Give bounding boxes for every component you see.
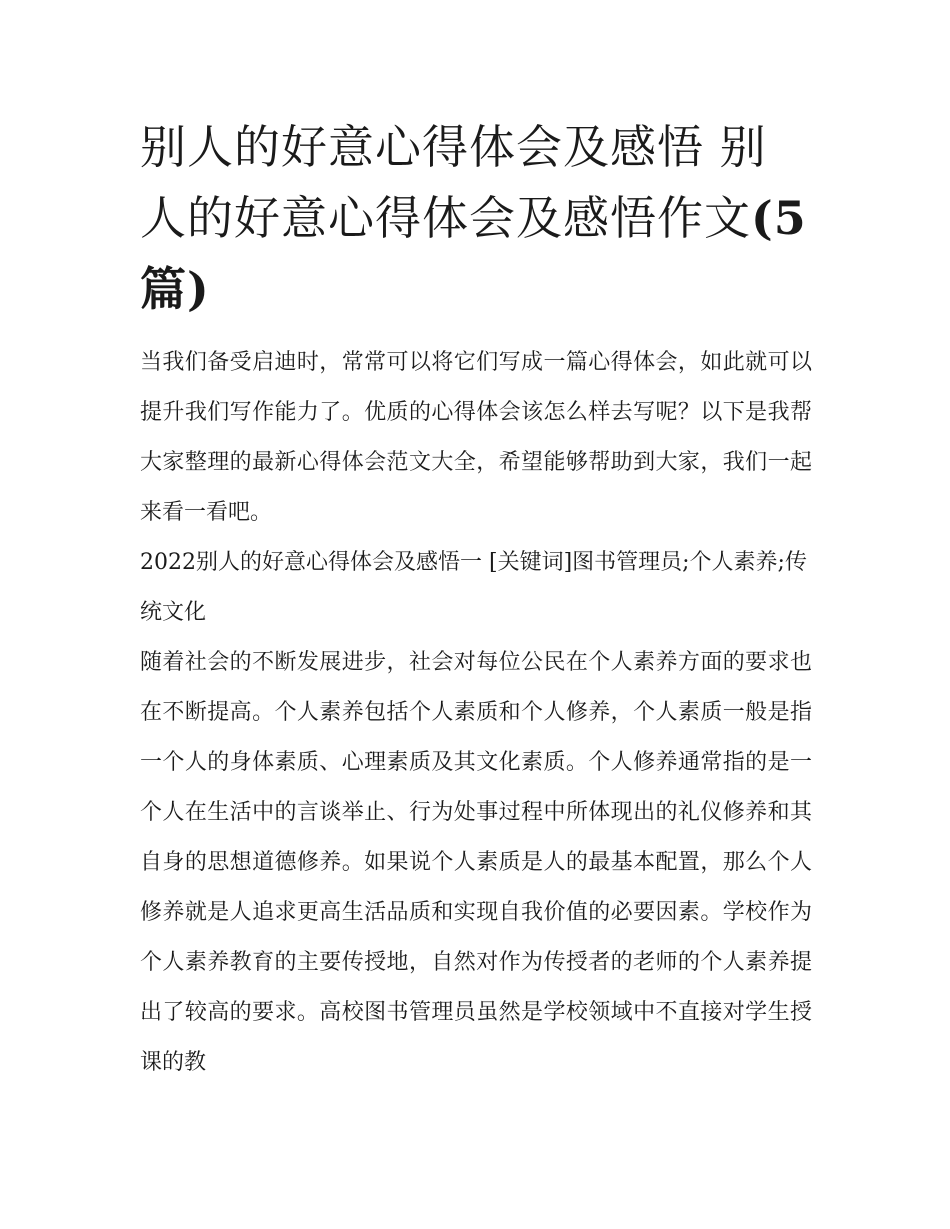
document-title [140,112,812,325]
intro-paragraph: 当我们备受启迪时，常常可以将它们写成一篇心得体会，如此就可以提升我们写作能力了。优质的心得体会该怎么样去写呢？以下是我帮大家整理的最新心得体会范文大全，希望能够帮助到大家，我们一起来看一看吧。 [140,350,812,525]
title-count: (5篇) [140,191,807,316]
document-page [140,112,812,1088]
title-main: 别人的好意心得体会及感悟 别人的好意心得体会及感悟作文 [140,120,767,245]
body-paragraph: 随着社会的不断发展进步，社会对每位公民在个人素养方面的要求也在不断提高。个人素养包括个人素质和个人修养，个人素质一般是指一个人的身体素质、心理素质及其文化素质。个人修养通常指的是一个人在生活中的言谈举止、行为处事过程中所体现出的礼仪修养和其自身的思想道德修养。如果说个人素质是人的最基本配置，那么个人修养就是人追求更高生活品质和实现自我价值的必要因素。学校作为个人素养教育的主要传授地，自然对作为传授者的老师的个人素养提出了较高的要求。高校图书管理员虽然是学校领域中不直接对学生授课的教 [140,650,812,1075]
section-heading: 2022别人的好意心得体会及感悟一 [关键词]图书管理员;个人素养;传统文化 [140,550,807,625]
